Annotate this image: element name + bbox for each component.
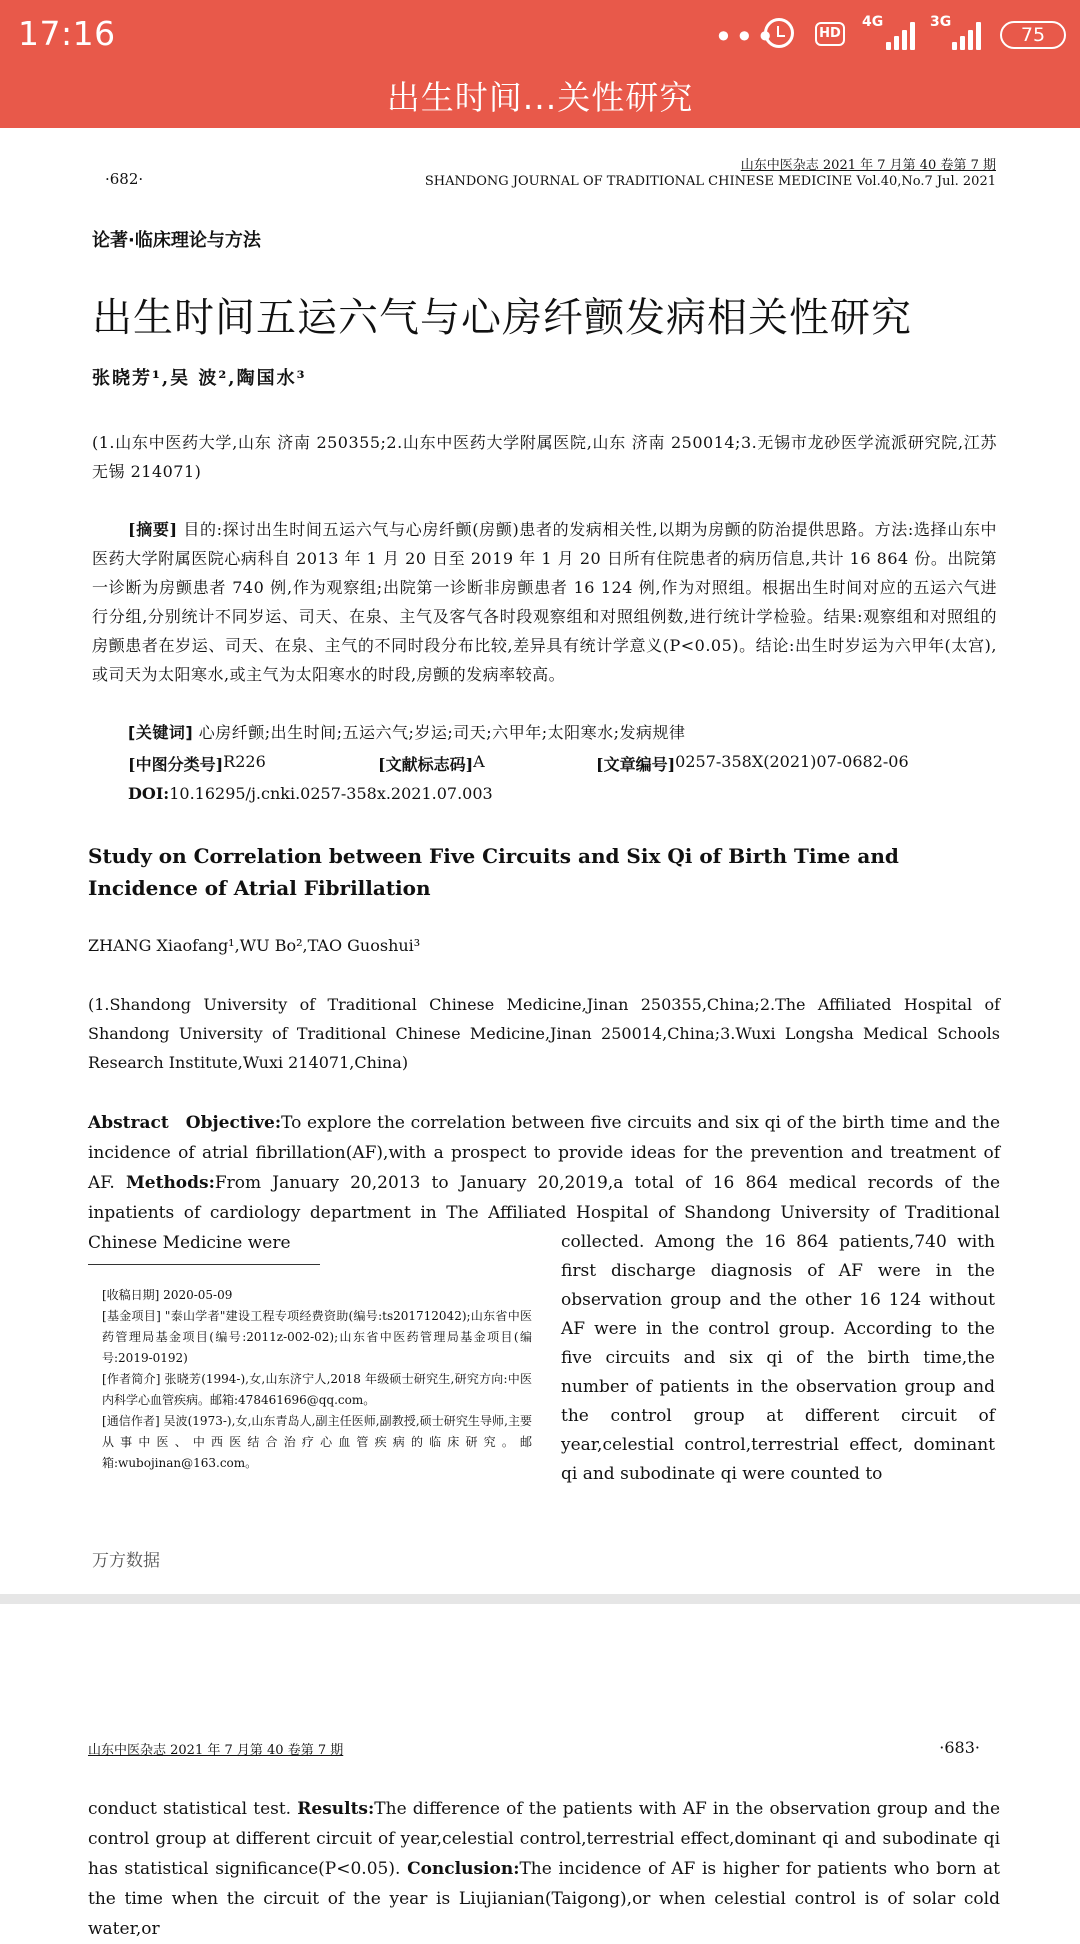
- doi-value: 10.16295/j.cnki.0257-358x.2021.07.003: [169, 784, 493, 803]
- conclusion-text: The incidence of AF is higher for patients who born at the time when the circuit of the year is Liujianian(Taigong),or when celestial control is of solar cold water,or: [88, 1859, 1000, 1939]
- continued-text: conduct statistical test.: [88, 1799, 292, 1819]
- paper-title-cn: 出生时间五运六气与心房纤颤发病相关性研究: [92, 295, 912, 341]
- alarm-icon: [764, 18, 794, 48]
- authors-cn: 张晓芳¹,吴 波²,陶国水³: [92, 368, 307, 389]
- abstract-cn-label: [摘要]: [128, 520, 178, 539]
- page-number: ·682·: [105, 170, 144, 188]
- more-dots-icon: •••: [714, 18, 777, 56]
- footnote-corresponding: [通信作者] 吴波(1973-),女,山东青岛人,副主任医师,副教授,硕士研究生导师,主要从事中医、中西医结合治疗心血管疾病的临床研究。邮箱:wubojinan@163.com。: [102, 1414, 532, 1470]
- abstract-cn-text: 目的:探讨出生时间五运六气与心房纤颤(房颤)患者的发病相关性,以期为房颤的防治提供思路。方法:选择山东中医药大学附属医院心病科自 2013 年 1 月 20 日至 2019 年 1 月 20 日所有住院患者的病历信息,共计 16 864 份。出院第一诊断为房颤患者 740 例,作为观察组;出院第一诊断非房颤患者 16 124 例,作为对照组。根据出生时间对应的五运六气进行分组,分别统计不同岁运、司天、在泉、主气及客气各时段观察组和对照组例数,进行统计学检验。结果:观察组和对照组的房颤患者在岁运、司天、在泉、主气的不同时段分布比较,差异具有统计学意义(P<0.05)。结论:出生时岁运为六甲年(太宫),或司天为太阳寒水,或主气为太阳寒水的时段,房颤的发病率较高。: [92, 520, 997, 684]
- keywords: [128, 720, 685, 743]
- affiliations-en: (1.Shandong University of Traditional Chinese Medicine,Jinan 250355,China;2.The Affiliated Hospital of Shandong University of Traditional Chinese Medicine,Jinan 250014,China;3.Wuxi Longsha Medical Schools Research Institute,Wuxi 214071,China): [88, 995, 1000, 1072]
- document-page-1[interactable]: [0, 128, 1080, 1600]
- clc-field: [128, 752, 266, 775]
- footnote-received: [收稿日期] 2020-05-09: [102, 1288, 233, 1302]
- journal-header-cn-page2: 山东中医杂志 2021 年 7 月第 40 卷第 7 期: [88, 1743, 344, 1758]
- network-label-1: 4G: [862, 14, 884, 30]
- status-bar: [0, 0, 1080, 70]
- document-title: 出生时间...关性研究: [386, 78, 694, 117]
- affiliations-cn: (1.山东中医药大学,山东 济南 250355;2.山东中医药大学附属医院,山东 济南 250014;3.无锡市龙砂医学流派研究院,江苏 无锡 214071): [92, 433, 997, 481]
- conclusion-label: Conclusion:: [407, 1859, 520, 1879]
- doc-code-label: [文献标志码]: [378, 755, 474, 774]
- results-text: The difference of the patients with AF in the observation group and the control group at different circuit of year,celestial control,terrestrial effect,dominant qi and subodinate qi has statistical significance(P<0.05).: [88, 1799, 1001, 1879]
- journal-header-cn: 山东中医杂志 2021 年 7 月第 40 卷第 7 期: [740, 158, 996, 173]
- methods-text-continued: collected. Among the 16 864 patients,740 with first discharge diagnosis of AF were in the observation group and the other 16 124 without AF were in the control group. According to the five circuits and six qi of the birth time,the number of patients in the observation group and the control group at different circuit of year,celestial control,terrestrial effect, dominant qi and subodinate qi were counted to: [561, 1232, 995, 1484]
- top-app-bar: [0, 0, 1080, 128]
- page-separator: [0, 1594, 1080, 1604]
- signal-icon-2: [952, 20, 986, 50]
- clc-label: [中图分类号]: [128, 755, 224, 774]
- signal-icon-1: [886, 20, 920, 50]
- article-no-value: 0257-358X(2021)07-0682-06: [675, 752, 909, 771]
- clc-value: R226: [223, 752, 266, 771]
- doi: [128, 784, 493, 803]
- battery-icon: 75: [1000, 21, 1066, 49]
- doc-code-field: [378, 752, 485, 775]
- footnotes: [102, 1285, 532, 1474]
- abstract-en-continued: [88, 1794, 1000, 1944]
- section-heading: 论著·临床理论与方法: [92, 230, 261, 251]
- footnote-author-bio: [作者简介] 张晓芳(1994-),女,山东济宁人,2018 年级硕士研究生,研究方向:中医内科学心血管疾病。邮箱:478461696@qq.com。: [102, 1372, 532, 1407]
- keywords-label: [关键词]: [128, 723, 194, 742]
- document-page-2[interactable]: [0, 1604, 1080, 1939]
- results-label: Results:: [297, 1799, 375, 1819]
- methods-label: Methods:: [125, 1173, 215, 1193]
- footnote-divider: [88, 1264, 320, 1265]
- objective-label: Objective:: [185, 1113, 282, 1133]
- article-no-label: [文章编号]: [596, 755, 676, 774]
- paper-title-en: Study on Correlation between Five Circuits and Six Qi of Birth Time and Incidence of Atrial Fibrillation: [88, 844, 899, 900]
- wanfang-watermark: 万方数据: [92, 1551, 160, 1571]
- methods-text: From January 20,2013 to January 20,2019,a total of 16 864 medical records of the inpatients of cardiology department in The Affiliated Hospital of Shandong University of Traditional Chinese Medicine were: [88, 1173, 1001, 1253]
- keywords-text: 心房纤颤;出生时间;五运六气;岁运;司天;六甲年;太阳寒水;发病规律: [198, 723, 686, 742]
- doi-label: DOI:: [128, 784, 170, 803]
- objective-text: To explore the correlation between five circuits and six qi of the birth time and the incidence of atrial fibrillation(AF),with a prospect to provide ideas for the prevention and treatment of AF.: [88, 1113, 1000, 1193]
- page-number-2: ·683·: [939, 1738, 980, 1757]
- abstract-cn: [92, 515, 997, 689]
- article-no-field: [596, 752, 909, 775]
- abstract-en-label: Abstract: [88, 1113, 169, 1133]
- doc-code-value: A: [473, 752, 485, 771]
- network-label-2: 3G: [930, 14, 952, 30]
- footnote-funding: [基金项目] "泰山学者"建设工程专项经费资助(编号:ts201712042);山东省中医药管理局基金项目(编号:2011z-002-02);山东省中医药管理局基金项目(编号:2019-0192): [102, 1309, 532, 1365]
- authors-en: ZHANG Xiaofang¹,WU Bo²,TAO Guoshui³: [88, 936, 421, 955]
- hd-icon: HD: [815, 22, 845, 46]
- status-time: 17:16: [18, 14, 116, 53]
- journal-header-en: SHANDONG JOURNAL OF TRADITIONAL CHINESE MEDICINE Vol.40,No.7 Jul. 2021: [424, 174, 996, 189]
